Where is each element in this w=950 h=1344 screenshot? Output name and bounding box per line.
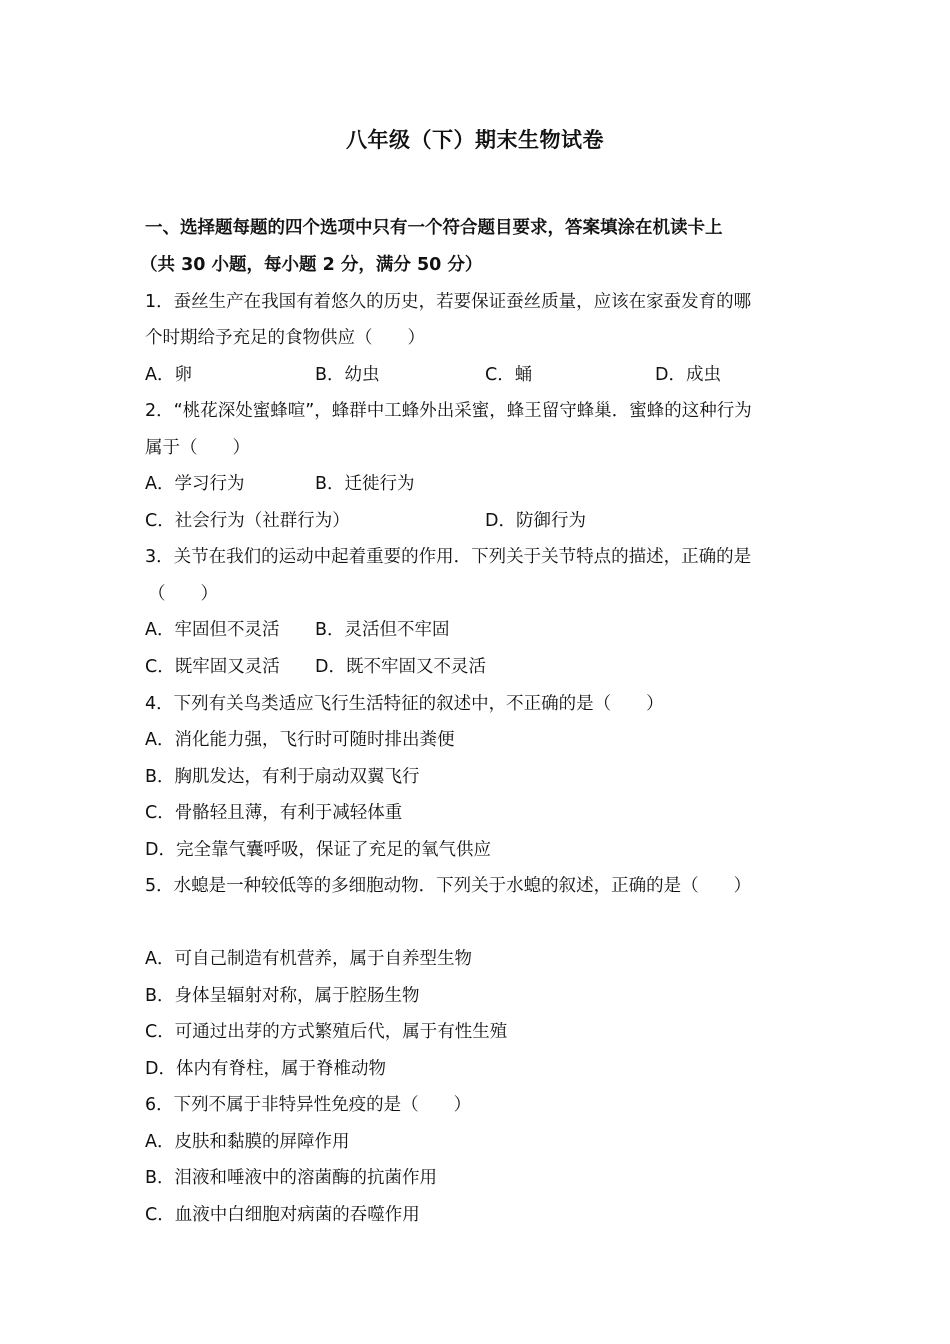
- section-heading: 一、选择题每题的四个选项中只有一个符合题目要求，答案填涂在机读卡上: [145, 218, 723, 238]
- question-3-stem-line1: 3．关节在我们的运动中起着重要的作用．下列关于关节特点的描述，正确的是: [145, 547, 752, 567]
- question-1-option-d: D．成虫: [655, 365, 721, 385]
- question-4-option-b: B．胸肌发达，有利于扇动双翼飞行: [145, 767, 420, 787]
- question-5-stem: 5．水螅是一种较低等的多细胞动物．下列关于水螅的叙述，正确的是（ ）: [145, 876, 752, 896]
- question-4-option-a: A．消化能力强，飞行时可随时排出粪便: [145, 730, 455, 750]
- question-1-stem-line1: 1．蚕丝生产在我国有着悠久的历史，若要保证蚕丝质量，应该在家蚕发育的哪: [145, 292, 752, 312]
- question-5-option-b: B．身体呈辐射对称，属于腔肠生物: [145, 986, 420, 1006]
- question-6-option-c: C．血液中白细胞对病菌的吞噬作用: [145, 1205, 420, 1225]
- question-4-option-d: D．完全靠气囊呼吸，保证了充足的氧气供应: [145, 840, 491, 860]
- section-subheading: （共 30 小题，每小题 2 分，满分 50 分）: [140, 255, 483, 275]
- question-3-stem-line2: （ ）: [148, 584, 218, 604]
- question-6-stem: 6．下列不属于非特异性免疫的是（ ）: [145, 1095, 472, 1115]
- question-3-option-a: A．牢固但不灵活: [145, 620, 280, 640]
- question-2-stem-line2: 属于（ ）: [145, 438, 250, 458]
- question-1-option-b: B．幼虫: [315, 365, 380, 385]
- question-5-option-c: C．可通过出芽的方式繁殖后代，属于有性生殖: [145, 1022, 508, 1042]
- question-3-option-b: B．灵活但不牢固: [315, 620, 450, 640]
- question-5-option-d: D．体内有脊柱，属于脊椎动物: [145, 1059, 386, 1079]
- question-2-option-d: D．防御行为: [485, 511, 586, 531]
- question-3-option-d: D．既不牢固又不灵活: [315, 657, 486, 677]
- question-6-option-b: B．泪液和唾液中的溶菌酶的抗菌作用: [145, 1168, 438, 1188]
- question-4-option-c: C．骨骼轻且薄，有利于减轻体重: [145, 803, 403, 823]
- question-3-option-c: C．既牢固又灵活: [145, 657, 280, 677]
- question-2-option-c: C．社会行为（社群行为）: [145, 511, 350, 531]
- question-4-stem: 4．下列有关鸟类适应飞行生活特征的叙述中，不正确的是（ ）: [145, 694, 664, 714]
- question-2-option-b: B．迁徙行为: [315, 474, 415, 494]
- question-1-stem-line2: 个时期给予充足的食物供应（ ）: [145, 328, 425, 348]
- question-2-stem-line1: 2．“桃花深处蜜蜂喧”，蜂群中工蜂外出采蜜，蜂王留守蜂巢．蜜蜂的这种行为: [145, 401, 752, 421]
- question-1-option-a: A．卵: [145, 365, 192, 385]
- question-1-option-c: C．蛹: [485, 365, 533, 385]
- question-6-option-a: A．皮肤和黏膜的屏障作用: [145, 1132, 350, 1152]
- exam-title: 八年级（下）期末生物试卷: [346, 128, 604, 152]
- question-2-option-a: A．学习行为: [145, 474, 245, 494]
- question-5-option-a: A．可自己制造有机营养，属于自养型生物: [145, 949, 472, 969]
